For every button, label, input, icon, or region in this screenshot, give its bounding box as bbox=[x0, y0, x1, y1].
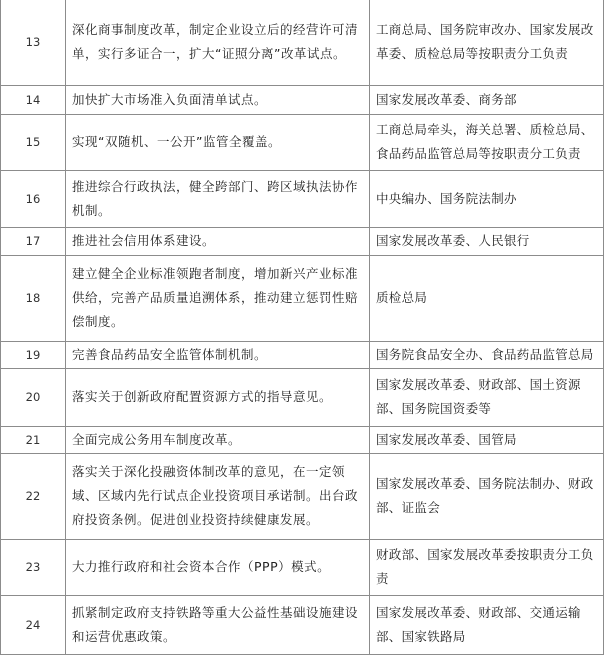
table-row bbox=[1, 170, 604, 227]
task-text: 加快扩大市场准入负面清单试点。 bbox=[66, 85, 370, 114]
table-row bbox=[1, 368, 604, 426]
task-text: 实现“双随机、一公开”监管全覆盖。 bbox=[66, 114, 370, 170]
task-text: 建立健全企业标准领跑者制度，增加新兴产业标准供给，完善产品质量追溯体系，推动建立惩罚性赔偿制度。 bbox=[66, 255, 370, 341]
task-text: 完善食品药品安全监管体制机制。 bbox=[66, 341, 370, 368]
table-row bbox=[1, 114, 604, 170]
row-number: 13 bbox=[1, 0, 66, 85]
table-row bbox=[1, 227, 604, 255]
table-row bbox=[1, 255, 604, 341]
responsible-dept: 工商总局牵头，海关总署、质检总局、食品药品监管总局等按职责分工负责 bbox=[370, 114, 604, 170]
table-row bbox=[1, 453, 604, 539]
responsible-dept: 国家发展改革委、财政部、国土资源部、国务院国资委等 bbox=[370, 368, 604, 426]
responsible-dept: 工商总局、国务院审改办、国家发展改革委、质检总局等按职责分工负责 bbox=[370, 0, 604, 85]
table-row bbox=[1, 0, 604, 85]
responsible-dept: 国家发展改革委、财政部、交通运输部、国家铁路局 bbox=[370, 595, 604, 654]
row-number: 20 bbox=[1, 368, 66, 426]
table-row bbox=[1, 341, 604, 368]
task-text: 大力推行政府和社会资本合作（PPP）模式。 bbox=[66, 539, 370, 595]
table-row bbox=[1, 595, 604, 654]
responsible-dept: 质检总局 bbox=[370, 255, 604, 341]
responsible-dept: 国家发展改革委、国管局 bbox=[370, 426, 604, 453]
row-number: 24 bbox=[1, 595, 66, 654]
row-number: 21 bbox=[1, 426, 66, 453]
row-number: 16 bbox=[1, 170, 66, 227]
row-number: 19 bbox=[1, 341, 66, 368]
responsible-dept: 国务院食品安全办、食品药品监管总局 bbox=[370, 341, 604, 368]
task-text: 全面完成公务用车制度改革。 bbox=[66, 426, 370, 453]
row-number: 23 bbox=[1, 539, 66, 595]
table-row bbox=[1, 85, 604, 114]
task-text: 落实关于深化投融资体制改革的意见，在一定领域、区域内先行试点企业投资项目承诺制。出台政府投资条例。促进创业投资持续健康发展。 bbox=[66, 453, 370, 539]
task-text: 抓紧制定政府支持铁路等重大公益性基础设施建设和运营优惠政策。 bbox=[66, 595, 370, 654]
table-row bbox=[1, 539, 604, 595]
table-row bbox=[1, 426, 604, 453]
task-text: 深化商事制度改革，制定企业设立后的经营许可清单，实行多证合一，扩大“证照分离”改革试点。 bbox=[66, 0, 370, 85]
responsible-dept: 财政部、国家发展改革委按职责分工负责 bbox=[370, 539, 604, 595]
row-number: 22 bbox=[1, 453, 66, 539]
row-number: 17 bbox=[1, 227, 66, 255]
responsible-dept: 中央编办、国务院法制办 bbox=[370, 170, 604, 227]
task-text: 推进综合行政执法，健全跨部门、跨区域执法协作机制。 bbox=[66, 170, 370, 227]
responsible-dept: 国家发展改革委、商务部 bbox=[370, 85, 604, 114]
row-number: 18 bbox=[1, 255, 66, 341]
task-text: 推进社会信用体系建设。 bbox=[66, 227, 370, 255]
row-number: 15 bbox=[1, 114, 66, 170]
row-number: 14 bbox=[1, 85, 66, 114]
responsible-dept: 国家发展改革委、人民银行 bbox=[370, 227, 604, 255]
task-text: 落实关于创新政府配置资源方式的指导意见。 bbox=[66, 368, 370, 426]
responsible-dept: 国家发展改革委、国务院法制办、财政部、证监会 bbox=[370, 453, 604, 539]
